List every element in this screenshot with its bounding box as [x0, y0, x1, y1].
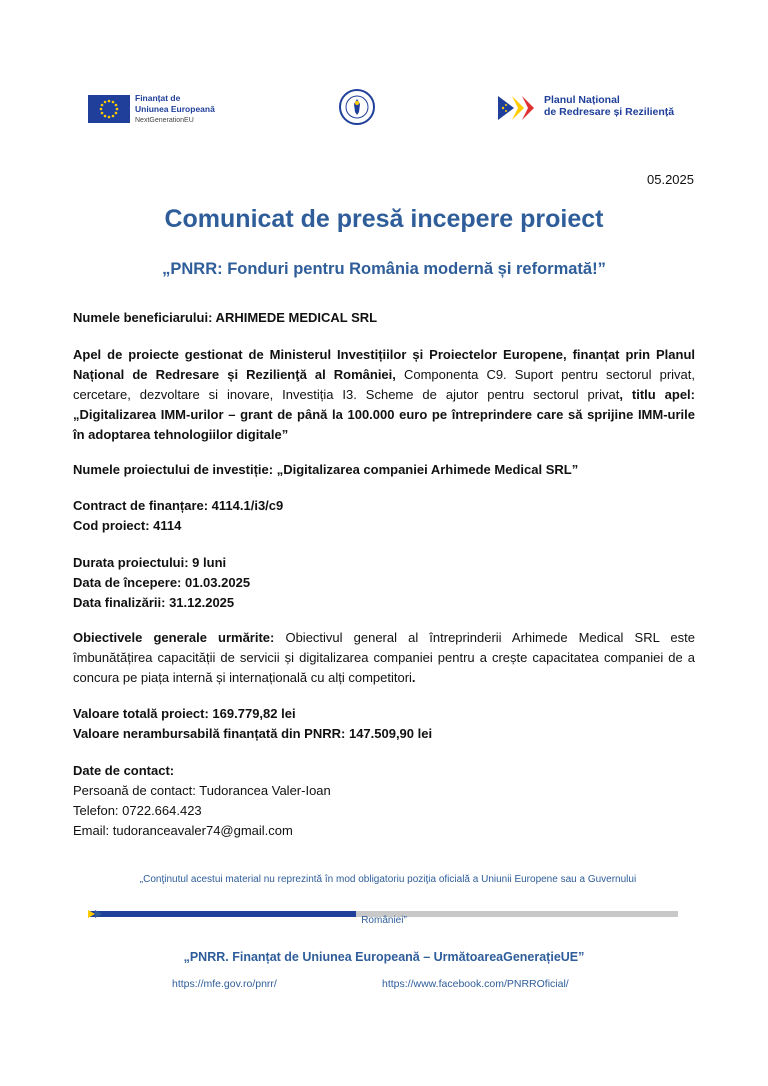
call-title: , titlu apel: „Digitalizarea IMM-urilor – grant de până la 100.000 euro pe întreprindere care să sprijine IMM-urile în adoptarea tehnologiilor digitale”	[73, 387, 695, 442]
pnrr-logo-line1: Planul Național	[544, 94, 620, 106]
pnrr-logo	[498, 94, 698, 126]
end-date: Data finalizării: 31.12.2025	[73, 595, 235, 610]
pnrr-logo-line2: de Redresare și Reziliență	[544, 106, 675, 118]
pnrr-arrow-icon	[498, 96, 538, 120]
mfe-pnrr-link[interactable]: https://mfe.gov.ro/pnrr/	[172, 978, 277, 990]
eu-logo-line2: Uniunea Europeană	[135, 104, 215, 114]
project-code: Cod proiect: 4114	[73, 518, 182, 533]
call-component: Componenta C9. Suport pentru sectorul privat, cercetare, dezvoltare si inovare, Investiția I3. Scheme de ajutor pentru sectorul privat	[73, 367, 695, 402]
project-duration: Durata proiectului: 9 luni	[73, 555, 227, 570]
contact-email: Email: tudoranceavaler74@gmail.com	[73, 823, 293, 838]
contact-phone: Telefon: 0722.664.423	[73, 803, 202, 818]
footer-tagline: „PNRR. Finanțat de Uniunea Europeană – UrmătoareaGenerațieUE”	[183, 950, 585, 964]
call-description	[73, 345, 695, 445]
contact-person: Persoană de contact: Tudorancea Valer-Ioan	[73, 783, 331, 798]
contract-block	[73, 496, 695, 536]
romanian-government-seal-icon	[338, 88, 376, 126]
eu-logo-line3: NextGenerationEU	[135, 117, 194, 124]
objectives	[73, 628, 695, 688]
footer-disclaimer: „Conţinutul acestui material nu reprezintă în mod obligatoriu poziţia oficială a Uniunii Europene sau a Guvernului	[139, 874, 637, 885]
start-date: Data de începere: 01.03.2025	[73, 575, 251, 590]
total-value: Valoare totală proiect: 169.779,82 lei	[73, 706, 296, 721]
values-block	[73, 704, 695, 744]
contract-number: Contract de finanțare: 4114.1/i3/c9	[73, 498, 284, 513]
objectives-end: .	[411, 670, 416, 685]
footer-divider-bar	[88, 905, 678, 913]
non-reimbursable-value: Valoare nerambursabilă finanțată din PNRR: 147.509,90 lei	[73, 726, 433, 741]
duration-block	[73, 553, 695, 613]
eu-flag-icon	[88, 95, 130, 123]
eu-logo-line1: Finanțat de	[135, 93, 181, 103]
contact-heading: Date de contact:	[73, 763, 175, 778]
beneficiary-name: Numele beneficiarului: ARHIMEDE MEDICAL SRL	[73, 310, 378, 325]
page-subtitle: „PNRR: Fonduri pentru România modernă și reformată!”	[162, 260, 606, 278]
objectives-label: Obiectivele generale urmărite:	[73, 630, 275, 645]
facebook-pnrr-link[interactable]: https://www.facebook.com/PNRROficial/	[382, 978, 569, 990]
page-title: Comunicat de presă incepere proiect	[164, 205, 604, 233]
objectives-text: Obiectivul general al întreprinderii Arhimede Medical SRL este îmbunătățirea capacității de servicii și digitalizarea companiei pentru a crește capacitatea companiei de a concura pe piața internă și internațională cu alți competitori	[73, 630, 695, 685]
eu-funding-logo	[88, 93, 218, 123]
document-date: 05.2025	[647, 172, 694, 187]
contact-block	[73, 761, 695, 841]
call-intro: Apel de proiecte gestionat de Ministerul Investițiilor și Proiectelor Europene, finanțat prin Planul Național de Redresare și Rezilienţă al României,	[73, 347, 695, 382]
footer-disclaimer-end: României”	[361, 915, 407, 926]
project-name: Numele proiectului de investiție: „Digitalizarea companiei Arhimede Medical SRL”	[73, 462, 579, 477]
